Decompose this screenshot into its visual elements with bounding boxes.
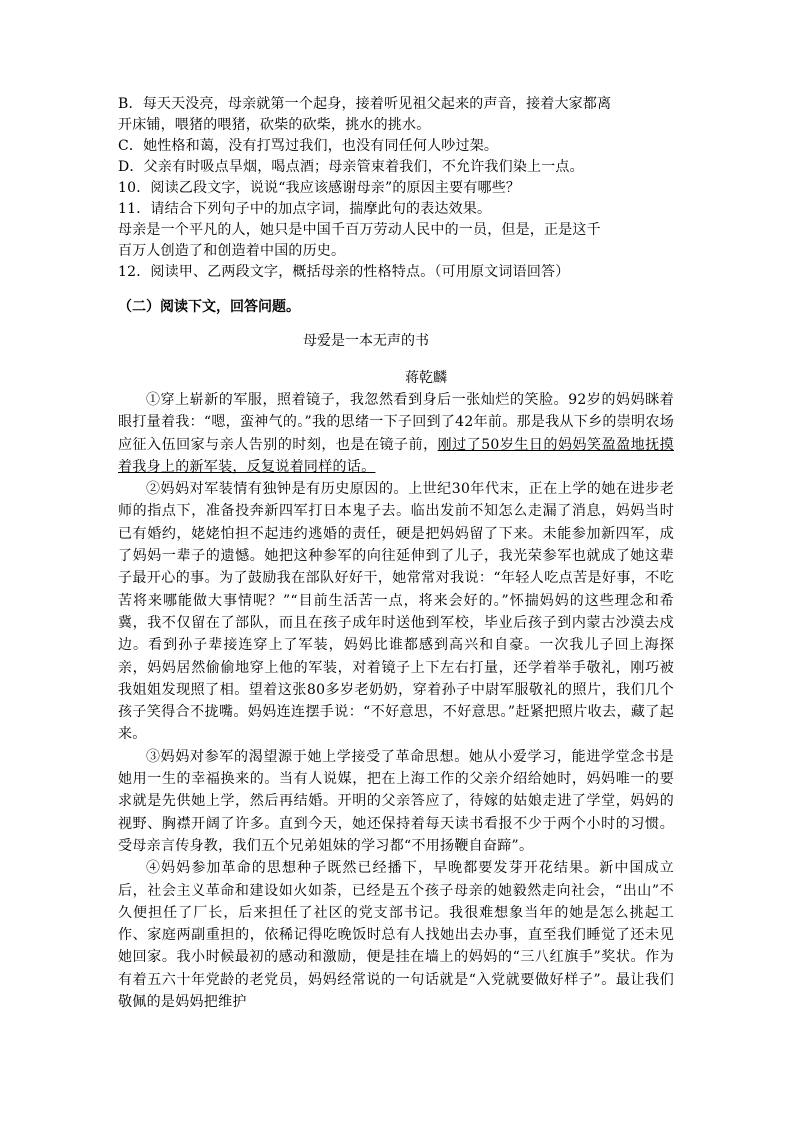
question-11-quote-line1: 母亲是一个平凡的人，她只是中国千百万劳动人民中的一员，但是，正是这千 xyxy=(118,222,601,238)
section-heading: （二）阅读下文，回答问题。 xyxy=(118,299,300,315)
option-c: C．她性格和蔼，没有打骂过我们，也没有同任何人吵过架。 xyxy=(118,138,499,154)
article-author: 蒋乾麟 xyxy=(405,370,447,386)
question-10: 10．阅读乙段文字，说说“我应该感谢母亲”的原因主要有哪些？ xyxy=(118,180,521,196)
question-11-quote-line2: 百万人创造了和创造着中国的历史。 xyxy=(118,243,346,259)
article-body xyxy=(118,389,674,1013)
question-12: 12．阅读甲、乙两段文字，概括母亲的性格特点。（可用原文词语回答） xyxy=(118,264,570,280)
option-b-line1: B．每天天没亮，母亲就第一个起身，接着听见祖父起来的声音，接着大家都离 xyxy=(118,96,612,112)
paragraph-1-text: ①穿上崭新的军服，照着镜子，我忽然看到身后一张灿烂的笑脸。92岁的妈妈眯着眼打量着我：“嗯，蛮神气的。”我的思绪一下子回到了42年前。那是我从下乡的崇明农场应征入伍回家与亲人告别的时刻，也是在镜子前， xyxy=(118,392,674,453)
paragraph-2: ②妈妈对军装情有独钟是有历史原因的。上世纪30年代末，正在上学的她在进步老师的指点下，准备投奔新四军打日本鬼子去。临出发前不知怎么走漏了消息，妈妈当时已有婚约，姥姥怕担不起违约逃婚的责任，硬是把妈妈留了下来。未能参加新四军，成了妈妈一辈子的遗憾。她把这种参军的向往延伸到了儿子，我光荣参军也就成了她这辈子最开心的事。为了鼓励我在部队好好干，她常常对我说：“年轻人吃点苦是好事，不吃苦将来哪能做大事情呢？”“目前生活苦一点，将来会好的。”怀揣妈妈的这些理念和希冀，我不仅留在了部队，而且在孩子成年时送他到军校，毕业后孩子到内蒙古沙漠去戍边。看到孙子辈接连穿上了军装，妈妈比谁都感到高兴和自豪。一次我儿子回上海探亲，妈妈居然偷偷地穿上他的军装，对着镜子上下左右打量，还学着举手敬礼，刚巧被我姐姐发现照了相。望着这张80多岁老奶奶，穿着孙子中尉军服敬礼的照片，我们几个孩子笑得合不拢嘴。妈妈连连摆手说：“不好意思，不好意思。”赶紧把照片收去，藏了起来。 xyxy=(118,481,674,743)
article-title: 母爱是一本无声的书 xyxy=(303,333,429,349)
paragraph-1 xyxy=(118,389,674,478)
option-b-line2: 开床铺，喂猪的喂猪，砍柴的砍柴，挑水的挑水。 xyxy=(118,117,431,133)
paragraph-3: ③妈妈对参军的渴望源于她上学接受了革命思想。她从小爱学习，能进学堂念书是她用一生的幸福换来的。当有人说媒，把在上海工作的父亲介绍给她时，妈妈唯一的要求就是先供她上学，然后再结婚。开明的父亲答应了，待嫁的姑娘走进了学堂，妈妈的视野、胸襟开阔了许多。直到今天，她还保持着每天读书看报不少于两个小时的习惯。受母亲言传身教，我们五个兄弟姐妹的学习都“不用扬鞭自奋蹄”。 xyxy=(118,748,674,854)
paragraph-4: ④妈妈参加革命的思想种子既然已经播下，早晚都要发芽开花结果。新中国成立后，社会主义革命和建设如火如荼，已经是五个孩子母亲的她毅然走向社会，“出山”不久便担任了厂长，后来担任了社区的党支部书记。我很难想象当年的她是怎么挑起工作、家庭两副重担的，依稀记得吃晚饭时总有人找她出去办事，直至我们睡觉了还未见她回家。我小时候最初的感动和激励，便是挂在墙上的妈妈的“三八红旗手”奖状。作为有着五六十年党龄的老党员，妈妈经常说的一句话就是“入党就要做好样子”。最让我们敬佩的是妈妈把维护 xyxy=(118,860,674,1011)
document-page xyxy=(118,94,674,1013)
question-11: 11．请结合下列句子中的加点字词，揣摩此句的表达效果。 xyxy=(118,201,492,217)
paragraph-1-underlined-sentence: 刚过了50岁生日的妈妈笑盈盈地抚摸着我身上的新军装，反复说着同样的话。 xyxy=(118,436,674,475)
option-d: D．父亲有时吸点旱烟，喝点酒；母亲管束着我们，不允许我们染上一点。 xyxy=(118,159,584,175)
